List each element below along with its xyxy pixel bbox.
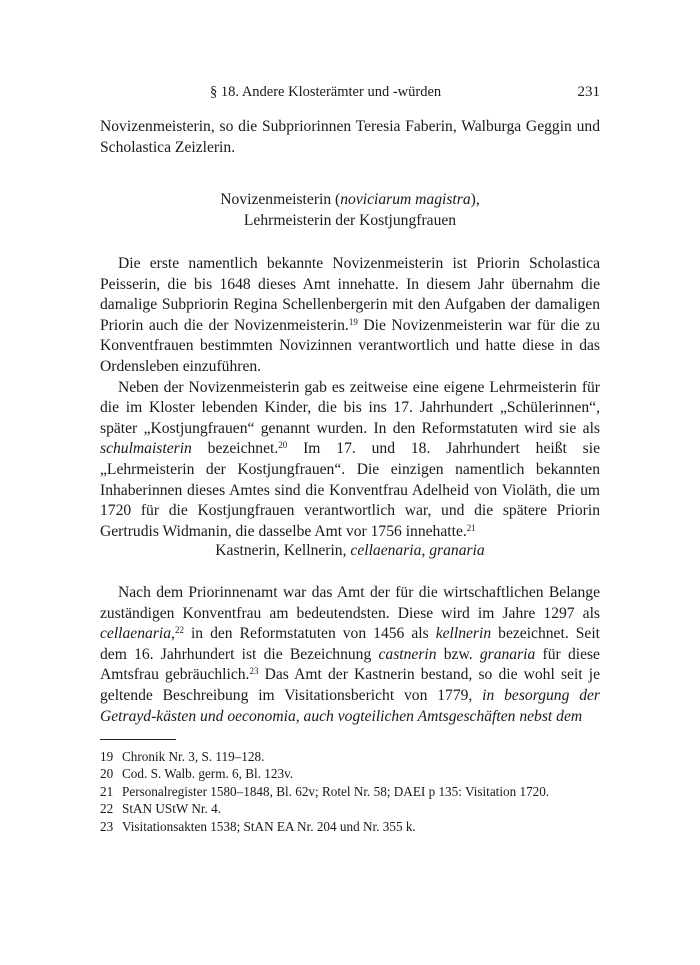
footnote-text: Cod. S. Walb. germ. 6, Bl. 123v. [122,766,294,782]
footnote-number: 23 [100,818,114,834]
footnote-ref-20[interactable]: 20 [278,440,288,451]
footnote-text: StAN UStW Nr. 4. [122,801,222,817]
footnote-number: 20 [100,766,114,782]
section-heading-novizenmeisterin [100,190,600,231]
footnote-ref-21[interactable]: 21 [466,522,476,533]
footnotes [100,748,600,835]
footnote-ref-22[interactable]: 22 [174,625,184,636]
footnote-item [100,748,600,765]
section-body-novizenmeisterin [100,254,600,542]
footnote-ref-19[interactable]: 19 [348,316,358,327]
footnote-number: 21 [100,783,114,799]
footnote-number: 22 [100,801,114,817]
running-head-title: § 18. Andere Klosterämter und -würden [210,84,442,100]
intro-text: Novizenmeisterin, so die Subpriorinnen Teresia Faberin, Walburga Geggin und Scholastica Zeizlerin. [100,118,600,156]
footnote-item [100,800,600,817]
section-heading-kastnerin: Kastnerin, Kellnerin, cellaenaria, granaria [215,542,485,559]
footnote-item [100,818,600,835]
paragraph: Neben der Novizenmeisterin gab es zeitweise eine eigene Lehrmeisterin für die im Kloster lebenden Kinder, die bis ins 17. Jahrhundert „Schülerinnen“, später „Kostjungfrauen“ genannt wurden. In den Reformstatuten wird sie als schulmaisterin bezeichnet.$^{20}$ Im 17. und 18. Jahrhundert heißt sie „Lehrmeisterin der Kostjungfrauen“. Die einzigen namentlich bekannten Inhaberinnen dieses Amtes sind die Konventfrau Adelheid von Violäth, die um 1720 für die Kostjungfrauen verantwortlich war, und die spätere Priorin Gertrudis Widmanin, die dasselbe Amt vor 1756 innehatte.$^{21}$ [100,378,600,540]
footnote-ref-23[interactable]: 23 [249,666,259,677]
page-number: 231 [577,84,600,100]
footnote-number: 19 [100,749,114,764]
section-heading-line1: Novizenmeisterin (noviciarum magistra), [220,191,480,208]
section-heading-line2: Lehrmeisterin der Kostjungfrauen [243,211,457,229]
footnote-text: Personalregister 1580–1848, Bl. 62v; Rotel Nr. 58; DAEI p 135: Visitation 1720. [122,783,550,799]
paragraph: Nach dem Priorinnenamt war das Amt der für die wirtschaftlichen Belange zuständigen Konventfrau am bedeutendsten. Diese wird im Jahre 1297 als cellaenaria,$^{22}$ in den Reformstatuten von 1456 als kellnerin bezeichnet. Seit dem 16. Jahrhundert ist die Bezeichnung castnerin bzw. granaria für diese Amtsfrau gebräuchlich.$^{23}$ Das Amt der Kastnerin bestand, so die wohl seit je geltende Beschreibung im Visitationsbericht von 1779, in besorgung der Getrayd-kästen und oeconomia, auch vogteilichen Amtsgeschäften nebst dem [100,584,600,725]
footnote-item [100,783,600,800]
section-body-kastnerin [100,583,600,727]
footnote-text: Visitationsakten 1538; StAN EA Nr. 204 und Nr. 355 k. [122,818,416,834]
footnote-item [100,765,600,782]
paragraph: Die erste namentlich bekannte Novizenmeisterin ist Priorin Scholastica Peisserin, die bis 1648 dieses Amt innehatte. In diesem Jahr übernahm die damalige Subpriorin Regina Schellenbergerin mit den Aufgaben der damaligen Priorin auch die der Novizenmeisterin.$^{19}$ Die Novizenmeisterin war für die zu Konventfrauen bestimmten Novizinnen verantwortlich und hatte diese in das Ordensleben einzuführen. [100,255,601,375]
footnote-divider [100,739,176,740]
intro-paragraph [100,117,600,158]
footnote-text: Chronik Nr. 3, S. 119–128. [122,749,265,764]
